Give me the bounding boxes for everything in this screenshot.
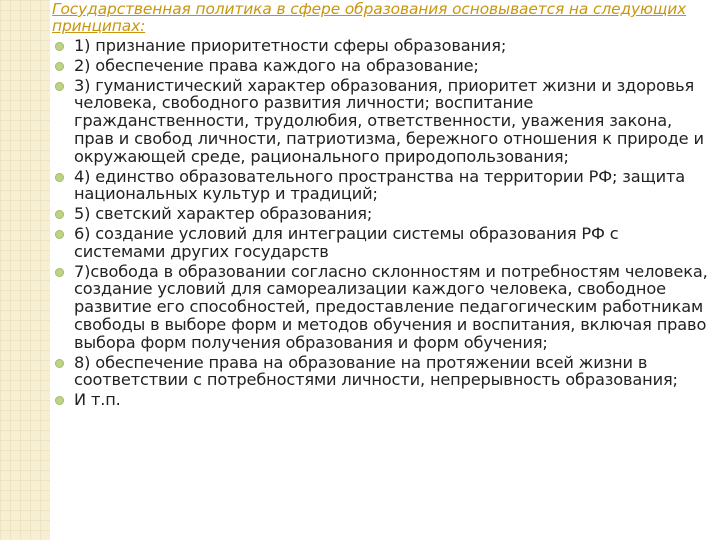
round-bullet-icon <box>55 82 64 91</box>
list-item-text: 4) единство образовательного пространства на территории РФ; защита национальных культур и традиций; <box>74 166 686 204</box>
list-item-text: 5) светский характер образования; <box>74 204 373 224</box>
list-item <box>52 391 712 409</box>
list-item-text: 1) признание приоритетности сферы образования; <box>74 36 507 55</box>
list-item-text: 7)свобода в образовании согласно склонностям и потребностям человека, создание условий для самореализации каждого человека, свободное развитие его способностей, предоставление педагогическим работникам свободы в выборе форм и методов обучения и воспитания, включая право выбора форм получения образования и форм обучения; <box>74 261 708 352</box>
round-bullet-icon <box>55 396 64 405</box>
list-item-text: И т.п. <box>74 390 121 410</box>
list-item <box>52 225 712 261</box>
list-item <box>52 57 712 75</box>
decorative-left-band <box>0 0 50 540</box>
round-bullet-icon <box>55 268 64 277</box>
round-bullet-icon <box>55 359 64 368</box>
round-bullet-icon <box>55 230 64 239</box>
list-item <box>52 205 712 223</box>
slide-heading: Государственная политика в сфере образования основывается на следующих принципах: <box>52 0 687 35</box>
list-item <box>52 77 712 166</box>
round-bullet-icon <box>55 210 64 219</box>
list-item-text: 8) обеспечение права на образование на протяжении всей жизни в соответствии с потребностями личности, непрерывность образования; <box>74 352 678 390</box>
list-item-text: 6) создание условий для интеграции системы образования РФ с системами других государств <box>74 223 619 261</box>
slide-content <box>52 1 712 411</box>
round-bullet-icon <box>55 62 64 71</box>
list-item <box>52 354 712 390</box>
list-item-text: 3) гуманистический характер образования, приоритет жизни и здоровья человека, свободного развития личности; воспитание гражданственности, трудолюбия, ответственности, уважения закона, прав и свобод личности, патриотизма, бережного отношения к природе и окружающей среде, рационального природопользования; <box>74 75 704 166</box>
list-item <box>52 37 712 55</box>
list-item <box>52 263 712 352</box>
list-item-text: 2) обеспечение права каждого на образование; <box>74 55 479 75</box>
list-item <box>52 168 712 204</box>
round-bullet-icon <box>55 173 64 182</box>
principles-list <box>52 37 712 409</box>
round-bullet-icon <box>55 42 64 51</box>
